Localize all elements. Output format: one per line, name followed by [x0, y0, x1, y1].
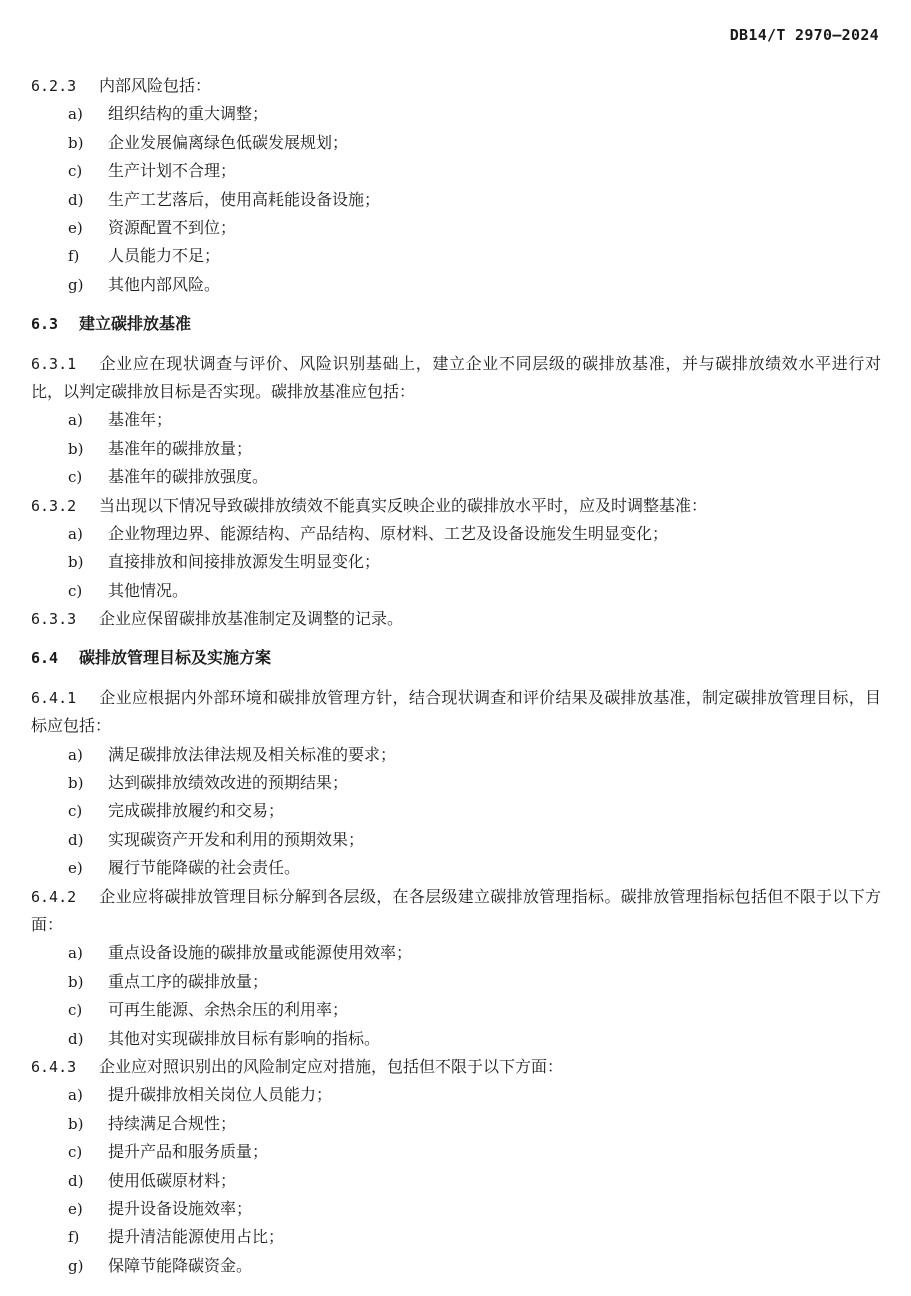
list-item — [31, 1195, 881, 1223]
section-title: 碳排放管理目标及实施方案 — [79, 648, 272, 668]
list-item — [31, 548, 881, 576]
item-text: 达到碳排放绩效改进的预期结果； — [108, 773, 349, 793]
list-item — [31, 968, 881, 996]
item-marker: g) — [68, 275, 84, 294]
item-marker: e) — [68, 218, 83, 237]
item-text: 其他对实现碳排放目标有影响的指标。 — [108, 1028, 381, 1048]
item-text: 提升产品和服务质量； — [108, 1142, 269, 1162]
item-text: 实现碳资产开发和利用的预期效果； — [108, 829, 365, 849]
item-marker: c) — [68, 1143, 83, 1162]
item-marker: a) — [68, 524, 83, 543]
item-marker: b) — [68, 774, 84, 793]
clause-number: 6.3.3 — [31, 610, 77, 629]
clause-6-3-2 — [31, 492, 881, 520]
item-marker: g) — [68, 1256, 84, 1275]
list-item — [31, 996, 881, 1024]
section-heading-6-3 — [31, 310, 881, 338]
item-text: 持续满足合规性； — [108, 1113, 237, 1133]
item-text: 企业发展偏离绿色低碳发展规划； — [108, 132, 349, 152]
clause-text: 企业应根据内外部环境和碳排放管理方针，结合现状调查和评价结果及碳排放基准，制定碳排放管理目标，目标应包括： — [31, 687, 881, 736]
document-body — [31, 72, 881, 1280]
item-text: 组织结构的重大调整； — [108, 104, 269, 124]
item-text: 可再生能源、余热余压的利用率； — [108, 1000, 349, 1020]
item-text: 重点设备设施的碳排放量或能源使用效率； — [108, 943, 413, 963]
item-text: 使用低碳原材料； — [108, 1170, 237, 1190]
item-marker: a) — [68, 1086, 83, 1105]
list-item — [31, 826, 881, 854]
item-marker: a) — [68, 411, 83, 430]
item-marker: c) — [68, 1001, 83, 1020]
list-item — [31, 435, 881, 463]
list-item — [31, 577, 881, 605]
item-text: 基准年的碳排放量； — [108, 438, 253, 458]
item-text: 其他情况。 — [108, 580, 189, 600]
item-marker: e) — [68, 1199, 83, 1218]
list-item — [31, 939, 881, 967]
clause-number: 6.3.1 — [31, 354, 77, 373]
section-number: 6.4 — [31, 649, 59, 668]
item-text: 直接排放和间接排放源发生明显变化； — [108, 552, 381, 572]
item-marker: c) — [68, 802, 83, 821]
item-marker: d) — [68, 830, 84, 849]
clause-text: 当出现以下情况导致碳排放绩效不能真实反映企业的碳排放水平时，应及时调整基准： — [99, 495, 708, 515]
item-marker: a) — [68, 745, 83, 764]
item-text: 提升碳排放相关岗位人员能力； — [108, 1085, 333, 1105]
item-marker: a) — [68, 105, 83, 124]
clause-6-3-1 — [31, 350, 881, 407]
item-text: 满足碳排放法律法规及相关标准的要求； — [108, 744, 397, 764]
item-text: 企业物理边界、能源结构、产品结构、原材料、工艺及设备设施发生明显变化； — [108, 523, 669, 543]
clause-number: 6.4.1 — [31, 688, 77, 707]
clause-6-2-3 — [31, 72, 881, 100]
item-text: 完成碳排放履约和交易； — [108, 801, 285, 821]
section-heading-6-4 — [31, 644, 881, 672]
section-title: 建立碳排放基准 — [79, 314, 192, 334]
item-text: 基准年； — [108, 410, 173, 430]
item-text: 基准年的碳排放强度。 — [108, 467, 269, 487]
item-marker: d) — [68, 1029, 84, 1048]
clause-number: 6.4.2 — [31, 887, 77, 906]
clause-text: 内部风险包括： — [99, 76, 212, 95]
clause-text: 企业应将碳排放管理目标分解到各层级，在各层级建立碳排放管理指标。碳排放管理指标包括但不限于以下方面： — [31, 886, 881, 935]
list-item — [31, 242, 881, 270]
list-item — [31, 797, 881, 825]
item-text: 重点工序的碳排放量； — [108, 971, 269, 991]
item-marker: b) — [68, 553, 84, 572]
item-text: 提升设备设施效率； — [108, 1198, 253, 1218]
item-marker: b) — [68, 439, 84, 458]
item-marker: d) — [68, 1171, 84, 1190]
section-number: 6.3 — [31, 315, 59, 334]
clause-text: 企业应在现状调查与评价、风险识别基础上，建立企业不同层级的碳排放基准，并与碳排放绩效水平进行对比，以判定碳排放目标是否实现。碳排放基准应包括： — [31, 353, 881, 401]
list-item — [31, 406, 881, 434]
list-item — [31, 854, 881, 882]
list-item — [31, 100, 881, 128]
item-text: 资源配置不到位； — [108, 217, 237, 237]
item-marker: b) — [68, 1114, 84, 1133]
item-marker: a) — [68, 944, 83, 963]
list-item — [31, 1138, 881, 1166]
list-item — [31, 463, 881, 491]
clause-number: 6.4.3 — [31, 1057, 77, 1076]
clause-6-4-3 — [31, 1053, 881, 1081]
item-text: 其他内部风险。 — [108, 274, 221, 294]
item-marker: b) — [68, 133, 84, 152]
clause-6-4-2 — [31, 883, 881, 940]
item-marker: c) — [68, 468, 83, 487]
list-item — [31, 129, 881, 157]
list-item — [31, 769, 881, 797]
item-text: 提升清洁能源使用占比； — [108, 1227, 285, 1247]
list-item — [31, 1167, 881, 1195]
item-marker: d) — [68, 190, 84, 209]
list-item — [31, 214, 881, 242]
list-item — [31, 271, 881, 299]
list-item — [31, 157, 881, 185]
list-item — [31, 186, 881, 214]
item-text: 保障节能降碳资金。 — [108, 1255, 253, 1275]
list-item — [31, 741, 881, 769]
item-text: 履行节能降碳的社会责任。 — [108, 858, 301, 878]
item-marker: e) — [68, 859, 83, 878]
item-marker: f) — [68, 1228, 80, 1247]
clause-number: 6.2.3 — [31, 77, 77, 95]
item-marker: f) — [68, 247, 80, 266]
list-item — [31, 1081, 881, 1109]
list-item — [31, 1025, 881, 1053]
clause-6-3-3 — [31, 605, 881, 633]
clause-number: 6.3.2 — [31, 496, 77, 515]
item-text: 生产计划不合理； — [108, 161, 237, 181]
item-text: 人员能力不足； — [108, 246, 221, 266]
list-item — [31, 1223, 881, 1251]
item-marker: b) — [68, 972, 84, 991]
item-marker: c) — [68, 581, 83, 600]
item-text: 生产工艺落后，使用高耗能设备设施； — [108, 189, 381, 209]
clause-6-4-1 — [31, 684, 881, 741]
clause-text: 企业应保留碳排放基准制定及调整的记录。 — [99, 609, 404, 629]
list-item — [31, 1252, 881, 1280]
list-item — [31, 520, 881, 548]
list-item — [31, 1110, 881, 1138]
clause-text: 企业应对照识别出的风险制定应对措施，包括但不限于以下方面： — [99, 1056, 564, 1076]
document-id: DB14/T 2970—2024 — [729, 26, 879, 44]
item-marker: c) — [68, 162, 83, 181]
